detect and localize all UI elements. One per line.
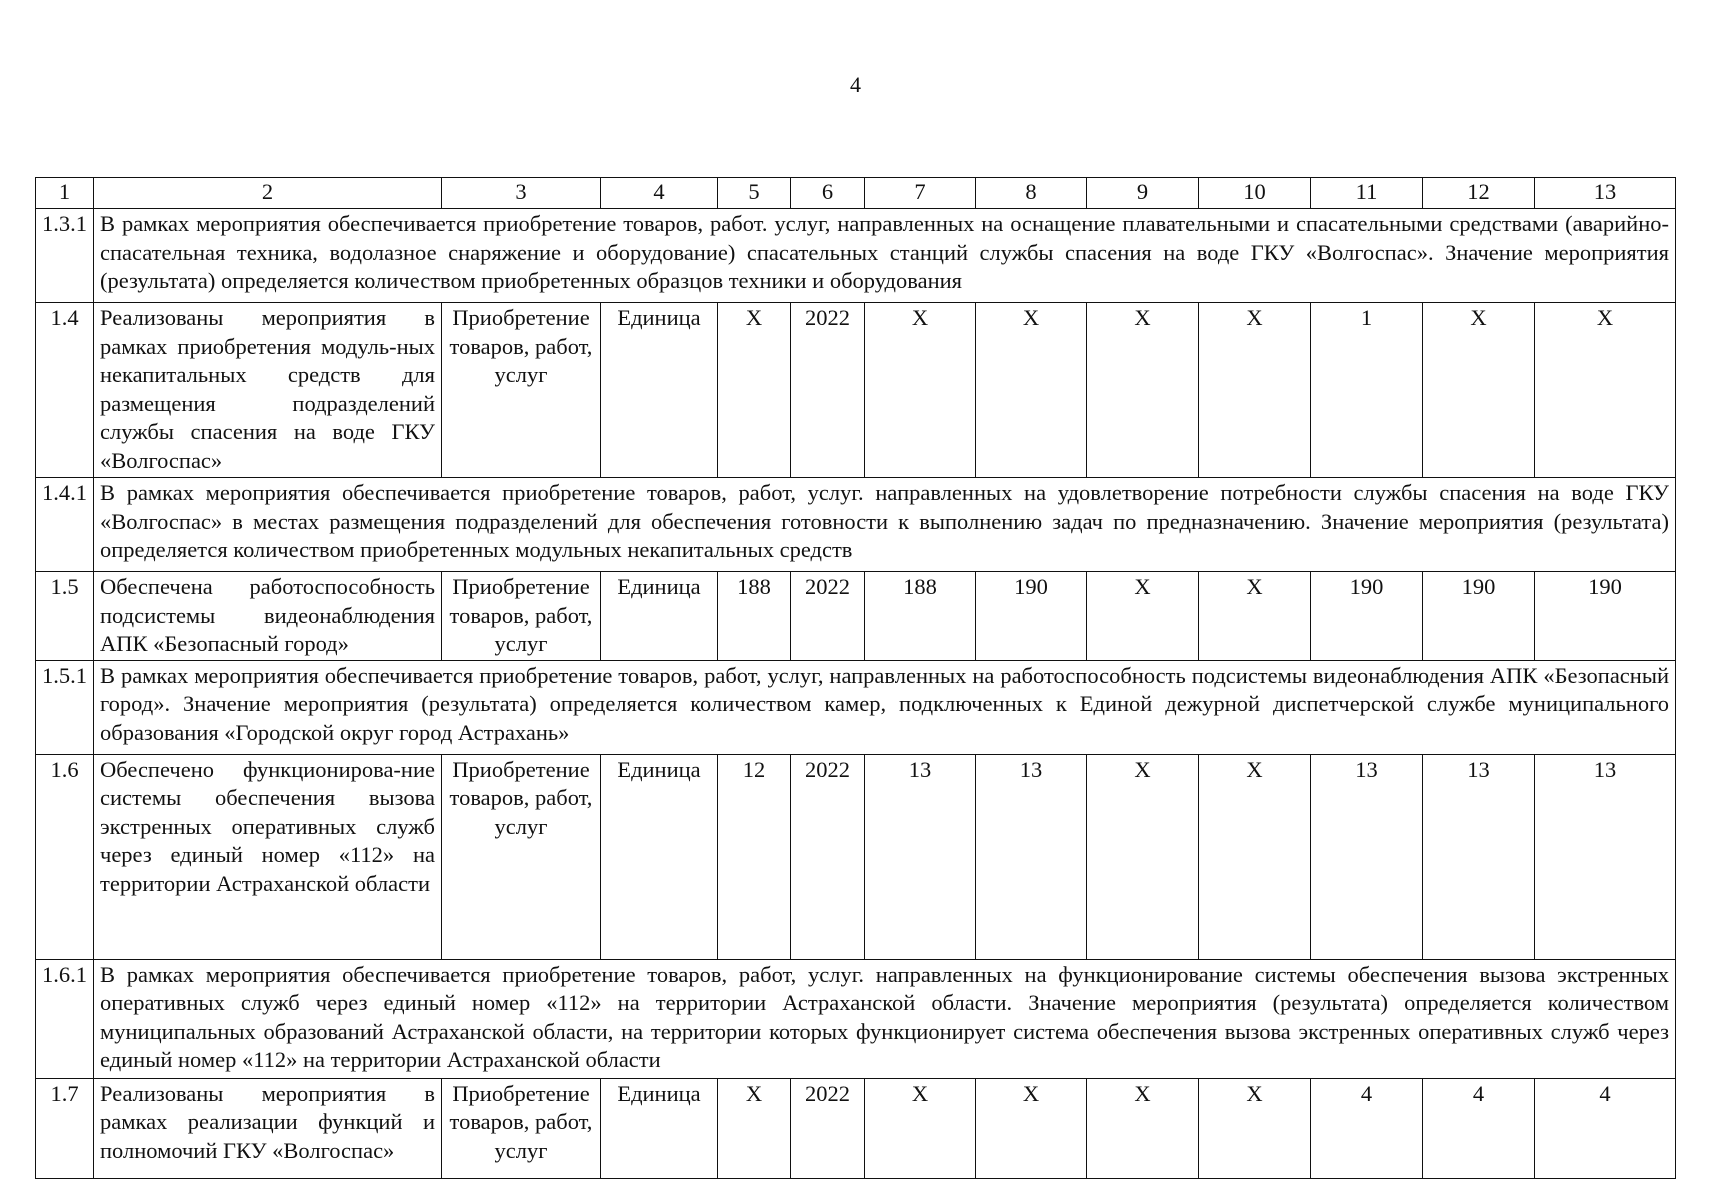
value-cell: 2022 [791, 572, 865, 661]
result-type: Приобретение товаров, работ, услуг [442, 754, 601, 959]
value-cell: X [1199, 572, 1311, 661]
result-name: Обеспечено функционирова-ние системы обеспечения вызова экстренных оперативных служб через единый номер «112» на территории Астраханской области [94, 754, 442, 959]
value-cell: 4 [1535, 1078, 1676, 1178]
result-type: Приобретение товаров, работ, услуг [442, 572, 601, 661]
value-cell: X [1199, 754, 1311, 959]
value-cell: X [1087, 754, 1199, 959]
row-number: 1.7 [36, 1078, 94, 1178]
description-row [36, 478, 1676, 572]
table-row [36, 303, 1676, 478]
row-number: 1.5.1 [36, 660, 94, 754]
value-cell: 190 [1423, 572, 1535, 661]
column-header: 5 [718, 178, 791, 209]
value-cell: 190 [1535, 572, 1676, 661]
value-cell: 190 [976, 572, 1087, 661]
result-type: Приобретение товаров, работ, услуг [442, 1078, 601, 1178]
row-description: В рамках мероприятия обеспечивается приобретение товаров, работ, услуг. направленных на функционирование системы обеспечения вызова экстренных оперативных служб через единый номер «112» на территории Астраханской области. Значение мероприятия (результата) определяется количеством муниципальных образований Астраханской области, на территории которых функционирует система обеспечения вызова экстренных оперативных служб через единый номер «112» на территории Астраханской области [94, 959, 1676, 1078]
value-cell: 13 [865, 754, 976, 959]
column-header: 13 [1535, 178, 1676, 209]
row-description: В рамках мероприятия обеспечивается приобретение товаров, работ, услуг. направленных на удовлетворение потребности службы спасения на воде ГКУ «Волгоспас» в местах размещения подразделений для обеспечения готовности к выполнению задач по предназначению. Значение мероприятия (результата) определяется количеством приобретенных модульных некапитальных средств [94, 478, 1676, 572]
column-header: 4 [601, 178, 718, 209]
row-number: 1.6 [36, 754, 94, 959]
value-cell: 13 [1535, 754, 1676, 959]
column-header: 9 [1087, 178, 1199, 209]
value-cell: 13 [976, 754, 1087, 959]
page-number: 4 [850, 72, 861, 97]
row-description: В рамках мероприятия обеспечивается приобретение товаров, работ. услуг, направленных на оснащение плавательными и спасательными средствами (аварийно-спасательная техника, водолазное снаряжение и оборудование) спасательных станций службы спасения на воде ГКУ «Волгоспас». Значение мероприятия (результата) определяется количеством приобретенных образцов техники и оборудования [94, 209, 1676, 303]
column-header: 7 [865, 178, 976, 209]
unit-of-measure: Единица [601, 303, 718, 478]
column-header: 11 [1311, 178, 1423, 209]
header-row [36, 178, 1676, 209]
value-cell: X [718, 303, 791, 478]
unit-of-measure: Единица [601, 572, 718, 661]
column-header: 2 [94, 178, 442, 209]
column-header: 10 [1199, 178, 1311, 209]
value-cell: 190 [1311, 572, 1423, 661]
result-type: Приобретение товаров, работ, услуг [442, 303, 601, 478]
column-header: 12 [1423, 178, 1535, 209]
value-cell: X [1199, 303, 1311, 478]
row-number: 1.5 [36, 572, 94, 661]
value-cell: X [1087, 303, 1199, 478]
value-cell: 12 [718, 754, 791, 959]
table-body [36, 178, 1676, 1179]
value-cell: X [1087, 1078, 1199, 1178]
value-cell: X [976, 1078, 1087, 1178]
value-cell: 13 [1423, 754, 1535, 959]
row-number: 1.6.1 [36, 959, 94, 1078]
result-name: Реализованы мероприятия в рамках приобретения модуль-ных некапитальных средств для размещения подразделений службы спасения на воде ГКУ «Волгоспас» [94, 303, 442, 478]
value-cell: 4 [1423, 1078, 1535, 1178]
value-cell: X [865, 303, 976, 478]
value-cell: 1 [1311, 303, 1423, 478]
value-cell: 2022 [791, 754, 865, 959]
table-row [36, 754, 1676, 959]
row-description: В рамках мероприятия обеспечивается приобретение товаров, работ, услуг, направленных на работоспособность подсистемы видеонаблюдения АПК «Безопасный город». Значение мероприятия (результата) определяется количеством камер, подключенных к Единой дежурной диспетчерской службе муниципального образования «Городской округ город Астрахань» [94, 660, 1676, 754]
column-header: 3 [442, 178, 601, 209]
column-header: 1 [36, 178, 94, 209]
value-cell: X [1423, 303, 1535, 478]
value-cell: X [1087, 572, 1199, 661]
column-header: 8 [976, 178, 1087, 209]
value-cell: 188 [865, 572, 976, 661]
value-cell: 2022 [791, 303, 865, 478]
table-row [36, 572, 1676, 661]
value-cell: 188 [718, 572, 791, 661]
value-cell: 13 [1311, 754, 1423, 959]
value-cell: 2022 [791, 1078, 865, 1178]
value-cell: X [865, 1078, 976, 1178]
unit-of-measure: Единица [601, 754, 718, 959]
description-row [36, 660, 1676, 754]
result-name: Обеспечена работоспособность подсистемы видеонаблюдения АПК «Безопасный город» [94, 572, 442, 661]
unit-of-measure: Единица [601, 1078, 718, 1178]
value-cell: 4 [1311, 1078, 1423, 1178]
row-number: 1.4.1 [36, 478, 94, 572]
description-row [36, 959, 1676, 1078]
table-row [36, 1078, 1676, 1178]
value-cell: X [718, 1078, 791, 1178]
column-header: 6 [791, 178, 865, 209]
value-cell: X [976, 303, 1087, 478]
indicators-table [35, 177, 1676, 1179]
row-number: 1.3.1 [36, 209, 94, 303]
result-name: Реализованы мероприятия в рамках реализации функций и полномочий ГКУ «Волгоспас» [94, 1078, 442, 1178]
description-row [36, 209, 1676, 303]
row-number: 1.4 [36, 303, 94, 478]
value-cell: X [1535, 303, 1676, 478]
value-cell: X [1199, 1078, 1311, 1178]
